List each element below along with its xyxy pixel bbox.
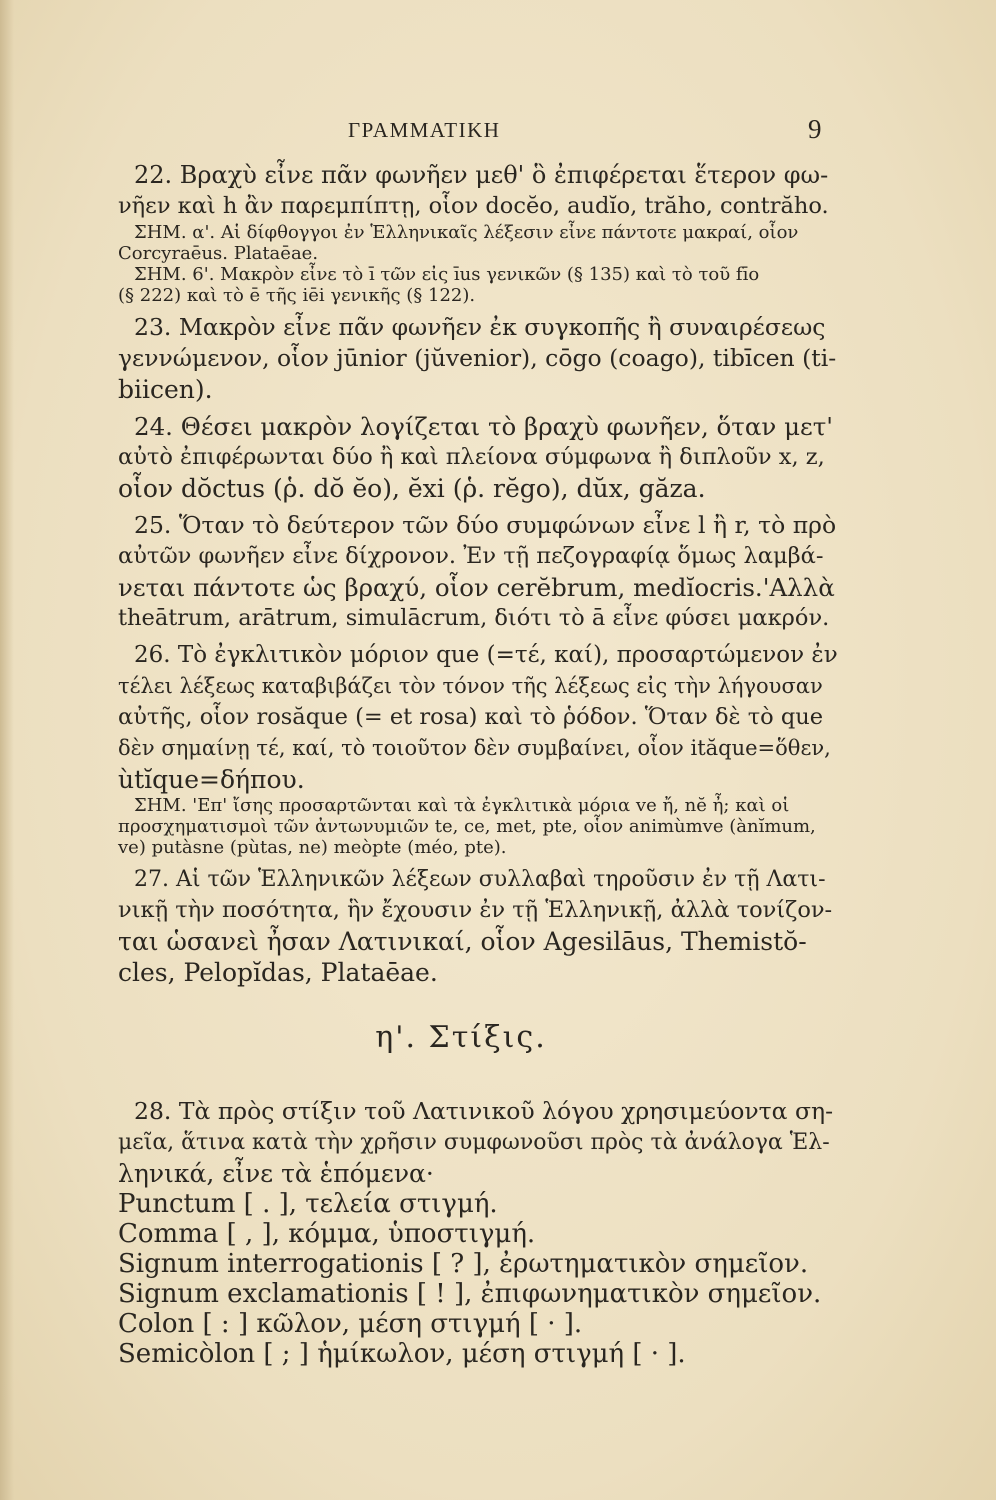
paragraph-line: 27. Αἱ τῶν Ἑλληνικῶν λέξεων συλλαβαὶ τηροῦσιν ἐν τῇ Λατι- bbox=[134, 867, 826, 892]
note-line: ve) putàsne (pùtas, ne) meòpte (méo, pte). bbox=[118, 837, 507, 858]
paragraph-line: νῆεν καὶ h ἂν παρεμπίπτῃ, οἷον docĕo, audĭo, trăho, contrăho. bbox=[118, 193, 829, 219]
paragraph-line: νικῇ τὴν ποσότητα, ἣν ἔχουσιν ἐν τῇ Ἑλληνικῇ, ἀλλὰ τονίζον- bbox=[118, 897, 833, 923]
note-line: ΣΗΜ. 'Επ' ἴσης προσαρτῶνται καὶ τὰ ἐγκλιτικὰ μόρια ve ἤ, nĕ ἦ; καὶ οἱ bbox=[134, 795, 790, 816]
page-binding-shadow bbox=[0, 0, 14, 1500]
paragraph-line: theātrum, arātrum, simulācrum, διότι τὸ ā εἶνε φύσει μακρόν. bbox=[118, 605, 830, 631]
paragraph-line: δὲν σημαίνῃ τέ, καί, τὸ τοιοῦτον δὲν συμβαίνει, οἷον ităque=ὅθεν, bbox=[118, 736, 831, 760]
note-line: (§ 222) καὶ τὸ ē τῆς iēi γενικῆς (§ 122). bbox=[118, 285, 476, 306]
paragraph-line: μεῖα, ἅτινα κατὰ τὴν χρῆσιν συμφωνοῦσι πρὸς τὰ ἀνάλογα Ἑλ- bbox=[118, 1130, 830, 1155]
section-heading: η'. Στίξις. bbox=[375, 1020, 547, 1055]
paragraph-line: 22. Βραχὺ εἶνε πᾶν φωνῆεν μεθ' ὃ ἐπιφέρεται ἕτερον φω- bbox=[134, 161, 829, 189]
paragraph-line: τέλει λέξεως καταβιβάζει τὸν τόνον τῆς λέξεως εἰς τὴν λήγουσαν bbox=[118, 674, 823, 698]
page-body bbox=[118, 160, 838, 1369]
paragraph-line: οἷον dŏctus (ῥ. dŏ ĕo), ĕxi (ῥ. rĕgo), dŭx, găza. bbox=[118, 474, 706, 503]
punctuation-list-item: Signum exclamationis [ ! ], ἐπιφωνηματικὸν σημεῖον. bbox=[118, 1279, 822, 1309]
punctuation-list-item: Punctum [ . ], τελεία στιγμή. bbox=[118, 1189, 498, 1219]
paragraph-line: αὐτὸ ἐπιφέρωνται δύο ἢ καὶ πλείονα σύμφωνα ἢ διπλοῦν x, z, bbox=[118, 444, 825, 470]
paragraph-line: cles, Pelopĭdas, Plataēae. bbox=[118, 958, 438, 987]
paragraph-line: γεννώμενον, οἷον jūnior (jŭvenior), cōgo (coago), tibīcen (ti- bbox=[118, 344, 837, 372]
paragraph-line: αὐτῶν φωνῆεν εἶνε δίχρονον. Ἐν τῇ πεζογραφίᾳ ὅμως λαμβά- bbox=[118, 543, 824, 569]
punctuation-list-item: Semicòlon [ ; ] ἡμίκωλον, μέση στιγμή [ · ]. bbox=[118, 1339, 686, 1369]
note-line: ΣΗΜ. 6'. Μακρὸν εἶνε τὸ ī τῶν εἰς īus γενικῶν (§ 135) καὶ τὸ τοῦ fīo bbox=[134, 264, 760, 285]
paragraph-line: 23. Μακρὸν εἶνε πᾶν φωνῆεν ἐκ συγκοπῆς ἢ συναιρέσεως bbox=[134, 313, 826, 341]
page-number: 9 bbox=[808, 114, 822, 144]
paragraph-line: νεται πάντοτε ὡς βραχύ, οἷον cerĕbrum, medĭocris.'Αλλὰ bbox=[118, 573, 835, 602]
punctuation-list-item: Comma [ , ], κόμμα, ὑποστιγμή. bbox=[118, 1219, 536, 1249]
punctuation-list-item: Colon [ : ] κῶλον, μέση στιγμή [ · ]. bbox=[118, 1309, 583, 1339]
paragraph-line: ληνικά, εἶνε τὰ ἑπόμενα· bbox=[118, 1159, 434, 1188]
note-line: προσχηματισμοὶ τῶν ἀντωνυμιῶν te, ce, met, pte, οἷον animùmve (ànĭmum, bbox=[118, 816, 816, 837]
punctuation-list-item: Signum interrogationis [ ? ], ἐρωτηματικὸν σημεῖον. bbox=[118, 1249, 809, 1279]
paragraph-line: ται ὡσανεὶ ἦσαν Λατινικαί, οἷον Agesilāus, Themistŏ- bbox=[118, 927, 807, 956]
note-line: Corcyraēus. Plataēae. bbox=[118, 243, 319, 264]
running-header bbox=[0, 114, 996, 148]
paragraph-line: 24. Θέσει μακρὸν λογίζεται τὸ βραχὺ φωνῆεν, ὅταν μετ' bbox=[134, 412, 833, 441]
paragraph-line: 28. Τὰ πρὸς στίξιν τοῦ Λατινικοῦ λόγου χρησιμεύοντα ση- bbox=[134, 1097, 834, 1125]
paragraph-line: ùtĭque=δήπου. bbox=[118, 765, 305, 794]
paragraph-line: 25. Ὅταν τὸ δεύτερον τῶν δύο συμφώνων εἶνε l ἢ r, τὸ πρὸ bbox=[134, 511, 837, 539]
paragraph-line: 26. Τὸ ἐγκλιτικὸν μόριον que (=τέ, καί), προσαρτώμενον ἐν bbox=[134, 642, 838, 668]
paragraph-line: αὐτῆς, οἷον rosăque (= et rosa) καὶ τὸ ῥόδον. Ὅταν δὲ τὸ que bbox=[118, 704, 824, 730]
paragraph-line: biicen). bbox=[118, 375, 213, 404]
running-title: ΓΡΑΜΜΑΤΙΚΗ bbox=[348, 118, 501, 142]
note-line: ΣΗΜ. α'. Αἱ δίφθογγοι ἐν Ἑλληνικαῖς λέξεσιν εἶνε πάντοτε μακραί, οἷον bbox=[134, 222, 799, 243]
